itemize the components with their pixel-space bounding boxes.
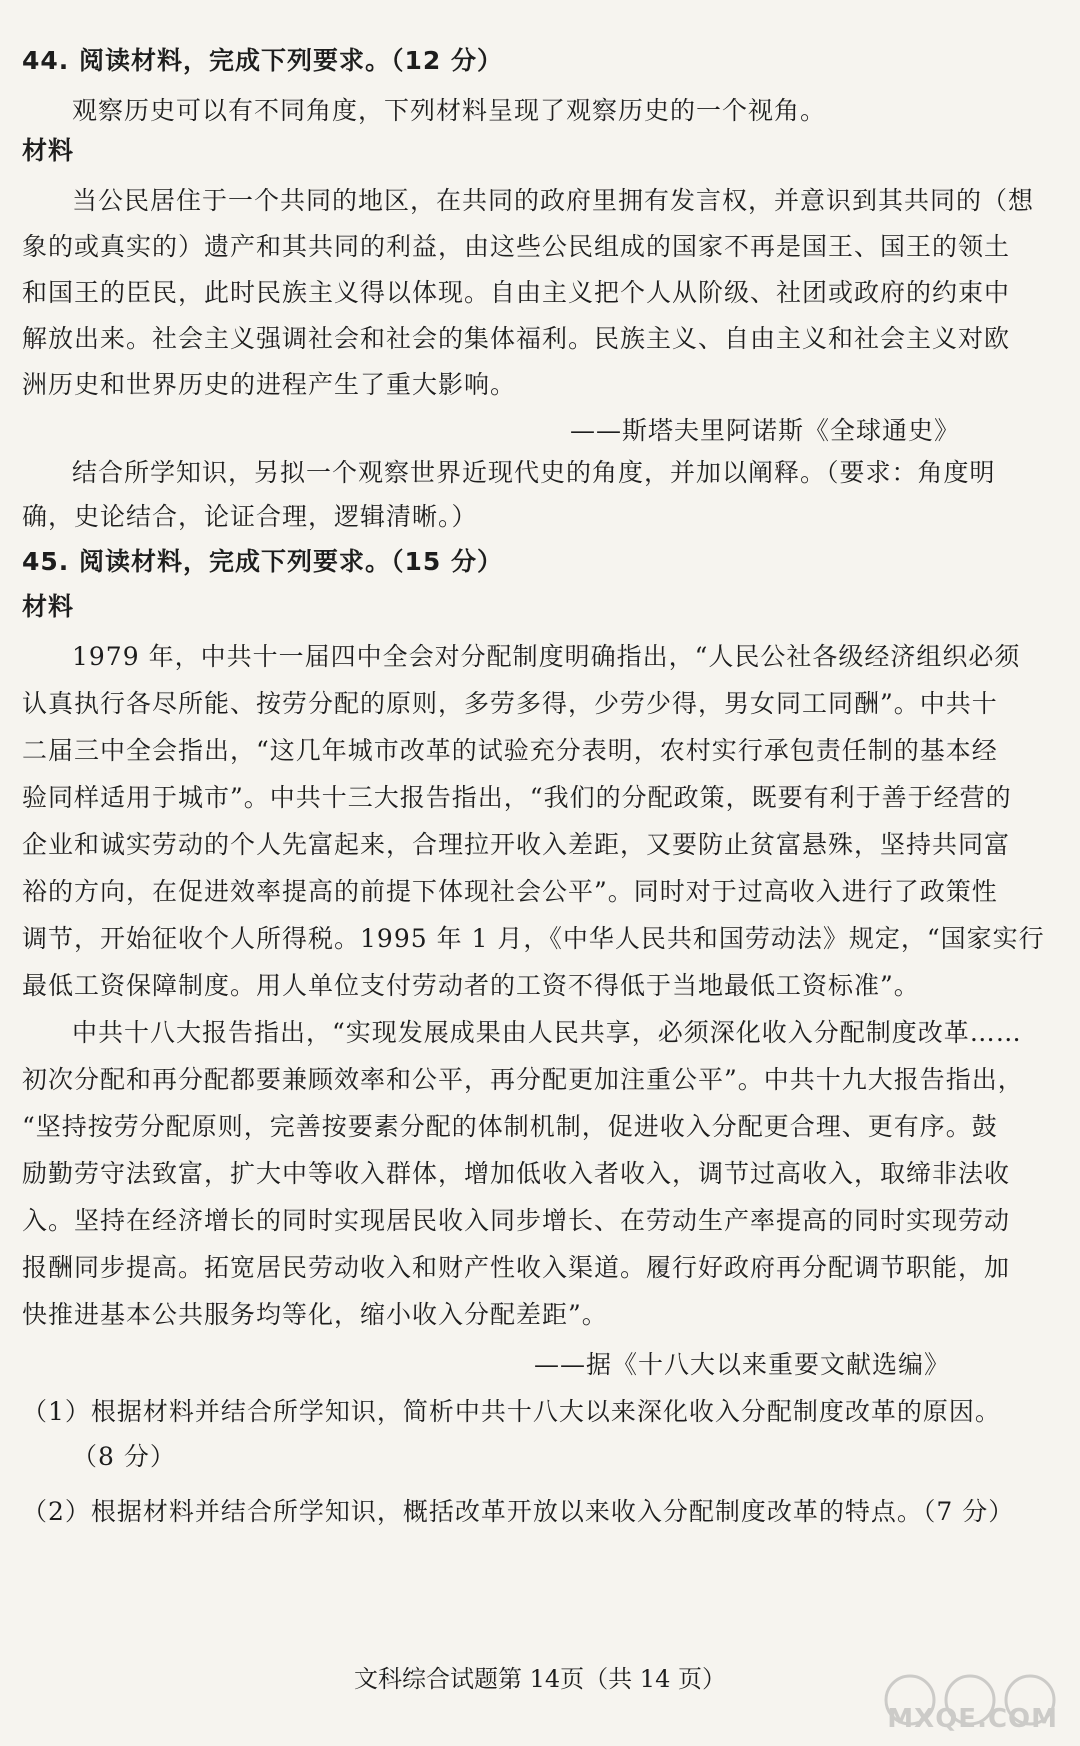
q45-subquestion-1-points: （8 分） (72, 1442, 176, 1471)
q45-para2-line: 中共十八大报告指出，“实现发展成果由人民共享，必须深化收入分配制度改革…… (72, 1018, 1022, 1047)
q45-para1-line: 企业和诚实劳动的个人先富起来，合理拉开收入差距，又要防止贫富悬殊，坚持共同富 (22, 830, 1011, 859)
page-footer: 文科综合试题第 14页（共 14 页） (354, 1665, 726, 1693)
q44-source: ——斯塔夫里阿诺斯《全球通史》 (569, 416, 960, 445)
q44-task-line: 确，史论结合，论证合理，逻辑清晰。） (22, 502, 478, 531)
q44-para-line: 和国王的臣民，此时民族主义得以体现。自由主义把个人从阶级、社团或政府的约束中 (22, 278, 1011, 307)
q44-header: 44. 阅读材料，完成下列要求。（12 分） (22, 46, 503, 75)
q45-para2-line: 初次分配和再分配都要兼顾效率和公平，再分配更加注重公平”。中共十九大报告指出， (22, 1065, 1024, 1094)
q45-source: ——据《十八大以来重要文献选编》 (533, 1350, 950, 1379)
q45-para1-line: 验同样适用于城市”。中共十三大报告指出，“我们的分配政策，既要有利于善于经营的 (22, 783, 1012, 812)
watermark (870, 1670, 1070, 1740)
q45-para1-line: 裕的方向，在促进效率提高的前提下体现社会公平”。同时对于过高收入进行了政策性 (22, 877, 998, 906)
q45-para1-line: 最低工资保障制度。用人单位支付劳动者的工资不得低于当地最低工资标准”。 (22, 971, 920, 1000)
q45-para1-line: 1979 年，中共十一届四中全会对分配制度明确指出，“人民公社各级经济组织必须 (72, 642, 1021, 671)
q45-para2-line: 励勤劳守法致富，扩大中等收入群体，增加低收入者收入，调节过高收入，取缔非法收 (22, 1159, 1011, 1188)
q45-para2-line: 报酬同步提高。拓宽居民劳动收入和财产性收入渠道。履行好政府再分配调节职能，加 (22, 1253, 1011, 1282)
q44-para-line: 解放出来。社会主义强调社会和社会的集体福利。民族主义、自由主义和社会主义对欧 (22, 324, 1011, 353)
q44-para-line: 当公民居住于一个共同的地区，在共同的政府里拥有发言权，并意识到其共同的（想 (72, 186, 1035, 215)
q45-material-label: 材料 (22, 592, 75, 621)
q45-para1-line: 二届三中全会指出，“这几年城市改革的试验充分表明，农村实行承包责任制的基本经 (22, 736, 998, 765)
q44-para-line: 象的或真实的）遗产和其共同的利益，由这些公民组成的国家不再是国王、国王的领土 (22, 232, 1011, 261)
q44-task-line: 结合所学知识，另拟一个观察世界近现代史的角度，并加以阐释。（要求：角度明 (72, 458, 996, 487)
q45-para1-line: 认真执行各尽所能、按劳分配的原则，多劳多得，少劳少得，男女同工同酬”。中共十 (22, 689, 998, 718)
q45-para1-line: 调节，开始征收个人所得税。1995 年 1 月，《中华人民共和国劳动法》规定，“国家实行 (22, 924, 1045, 953)
q45-para2-line: 快推进基本公共服务均等化，缩小收入分配差距”。 (22, 1300, 608, 1329)
q45-para2-line: 入。坚持在经济增长的同时实现居民收入同步增长、在劳动生产率提高的同时实现劳动 (22, 1206, 1011, 1235)
q44-material-label: 材料 (22, 136, 75, 165)
q45-header: 45. 阅读材料，完成下列要求。（15 分） (22, 547, 503, 576)
q45-subquestion-1: （1）根据材料并结合所学知识，简析中共十八大以来深化收入分配制度改革的原因。 (22, 1397, 1001, 1426)
q44-para-line: 洲历史和世界历史的进程产生了重大影响。 (22, 370, 517, 399)
q45-subquestion-2: （2）根据材料并结合所学知识，概括改革开放以来收入分配制度改革的特点。（7 分） (22, 1497, 1015, 1526)
watermark-text: MXQE.COM (887, 1704, 1058, 1734)
q45-para2-line: “坚持按劳分配原则，完善按要素分配的体制机制，促进收入分配更合理、更有序。鼓 (22, 1112, 998, 1141)
q44-intro: 观察历史可以有不同角度，下列材料呈现了观察历史的一个视角。 (72, 96, 827, 125)
